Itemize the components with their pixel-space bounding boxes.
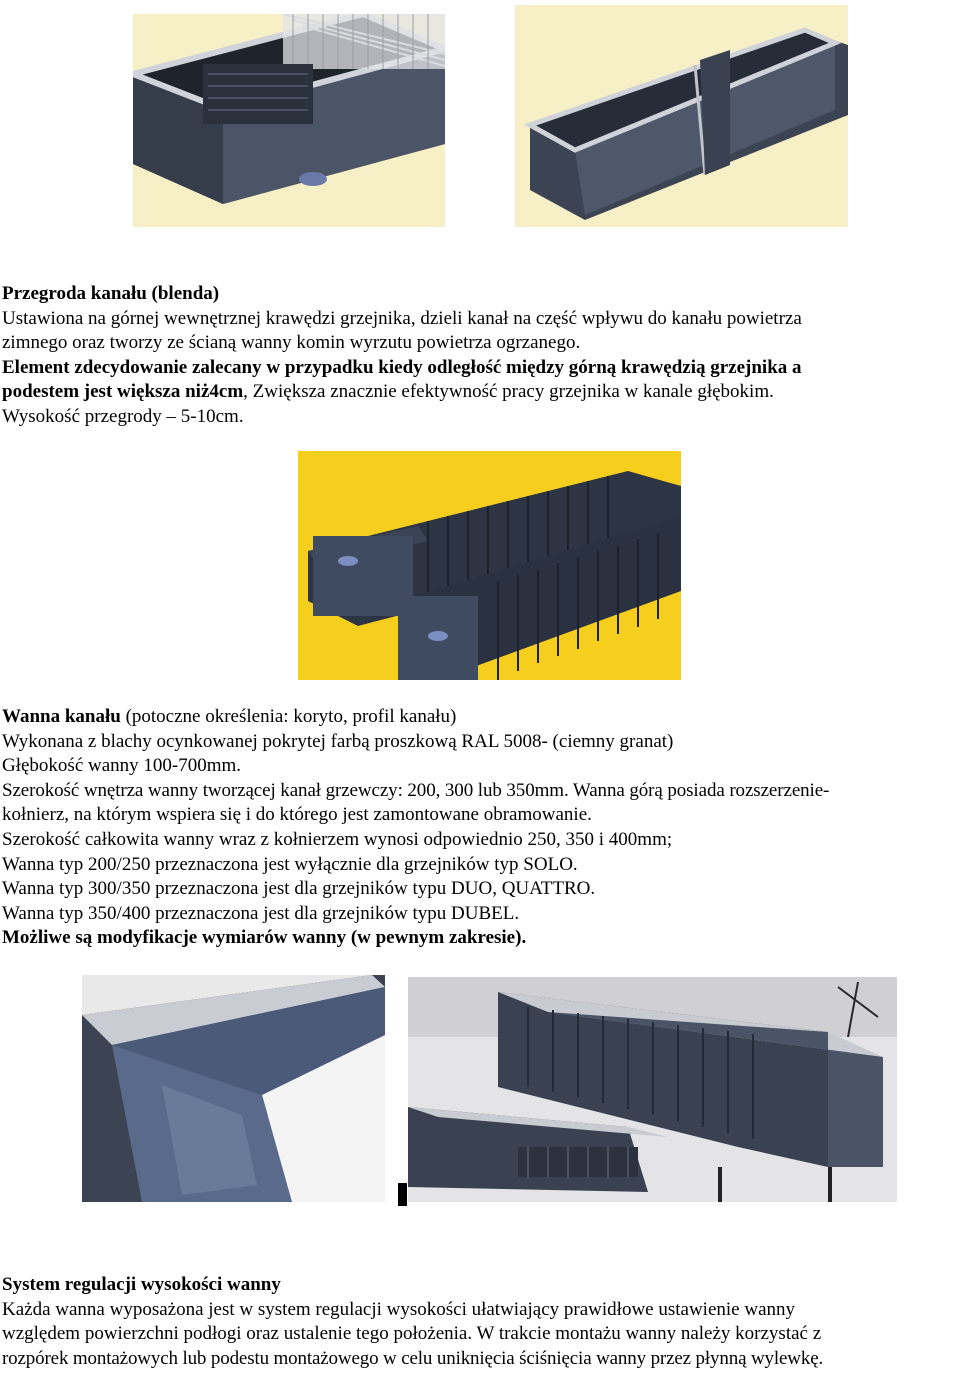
paragraph-line: zimnego oraz tworzy ze ścianą wanny komin wyrzutu powietrza ogrzanego.	[2, 332, 581, 354]
section-wanna	[2, 705, 958, 951]
section-blenda	[2, 282, 958, 430]
paragraph-line: Głębokość wanny 100-700mm.	[2, 755, 242, 777]
photo-trough-profile	[82, 975, 385, 1202]
paragraph-line-mixed: podestem jest większa niż4cm, Zwiększa znacznie efektywność pracy grzejnika w kanale głębokim.	[2, 381, 774, 403]
section-title-regulacja: System regulacji wysokości wanny	[2, 1274, 281, 1295]
paragraph-line: Szerokość całkowita wanny wraz z kołnierzem wynosi odpowiednio 250, 350 i 400mm;	[2, 828, 673, 850]
black-marker	[398, 1183, 407, 1206]
paragraph-line: Wysokość przegrody – 5-10cm.	[2, 405, 244, 427]
photo-empty-trough	[515, 5, 848, 227]
paragraph-line: kołnierz, na którym wspiera się i do którego jest zamontowane obramowanie.	[2, 804, 592, 826]
paragraph-line-bold: Element zdecydowanie zalecany w przypadku kiedy odległość między górną krawędzią grzejnika a	[2, 356, 802, 378]
section-regulacja	[2, 1273, 958, 1371]
section-title-wanna: Wanna kanału (potoczne określenia: koryto, profil kanału)	[2, 706, 457, 727]
paragraph-line: Ustawiona na górnej wewnętrznej krawędzi grzejnika, dzieli kanał na część wpływu do kanału powietrza	[2, 307, 802, 329]
paragraph-line: Wanna typ 300/350 przeznaczona jest dla grzejników typu DUO, QUATTRO.	[2, 878, 596, 900]
paragraph-line: Wanna typ 350/400 przeznaczona jest dla grzejników typu DUBEL.	[2, 902, 520, 924]
photo-convectors-showroom	[408, 977, 897, 1202]
paragraph-line: Każda wanna wyposażona jest w system regulacji wysokości ułatwiający prawidłowe ustawienie wanny	[2, 1298, 796, 1320]
paragraph-line: względem powierzchni podłogi oraz ustalenie tego położenia. W trakcie montażu wanny należy korzystać z	[2, 1323, 822, 1345]
paragraph-line-bold: Możliwe są modyfikacje wymiarów wanny (w pewnym zakresie).	[2, 927, 527, 949]
paragraph-line: rozpórek montażowych lub podestu montażowego w celu uniknięcia ściśnięcia wanny przez płynną wylewkę.	[2, 1347, 824, 1369]
paragraph-line: Wanna typ 200/250 przeznaczona jest wyłącznie dla grzejników typ SOLO.	[2, 853, 578, 875]
section-title-blenda: Przegroda kanału (blenda)	[2, 283, 220, 304]
photo-convector-with-grille	[133, 14, 445, 227]
paragraph-line: Wykonana z blachy ocynkowanej pokrytej farbą proszkową RAL 5008- (ciemny granat)	[2, 730, 674, 752]
photo-two-convectors-yellow	[298, 451, 681, 680]
paragraph-line: Szerokość wnętrza wanny tworzącej kanał grzewczy: 200, 300 lub 350mm. Wanna górą posiada rozszerzenie-	[2, 779, 830, 801]
